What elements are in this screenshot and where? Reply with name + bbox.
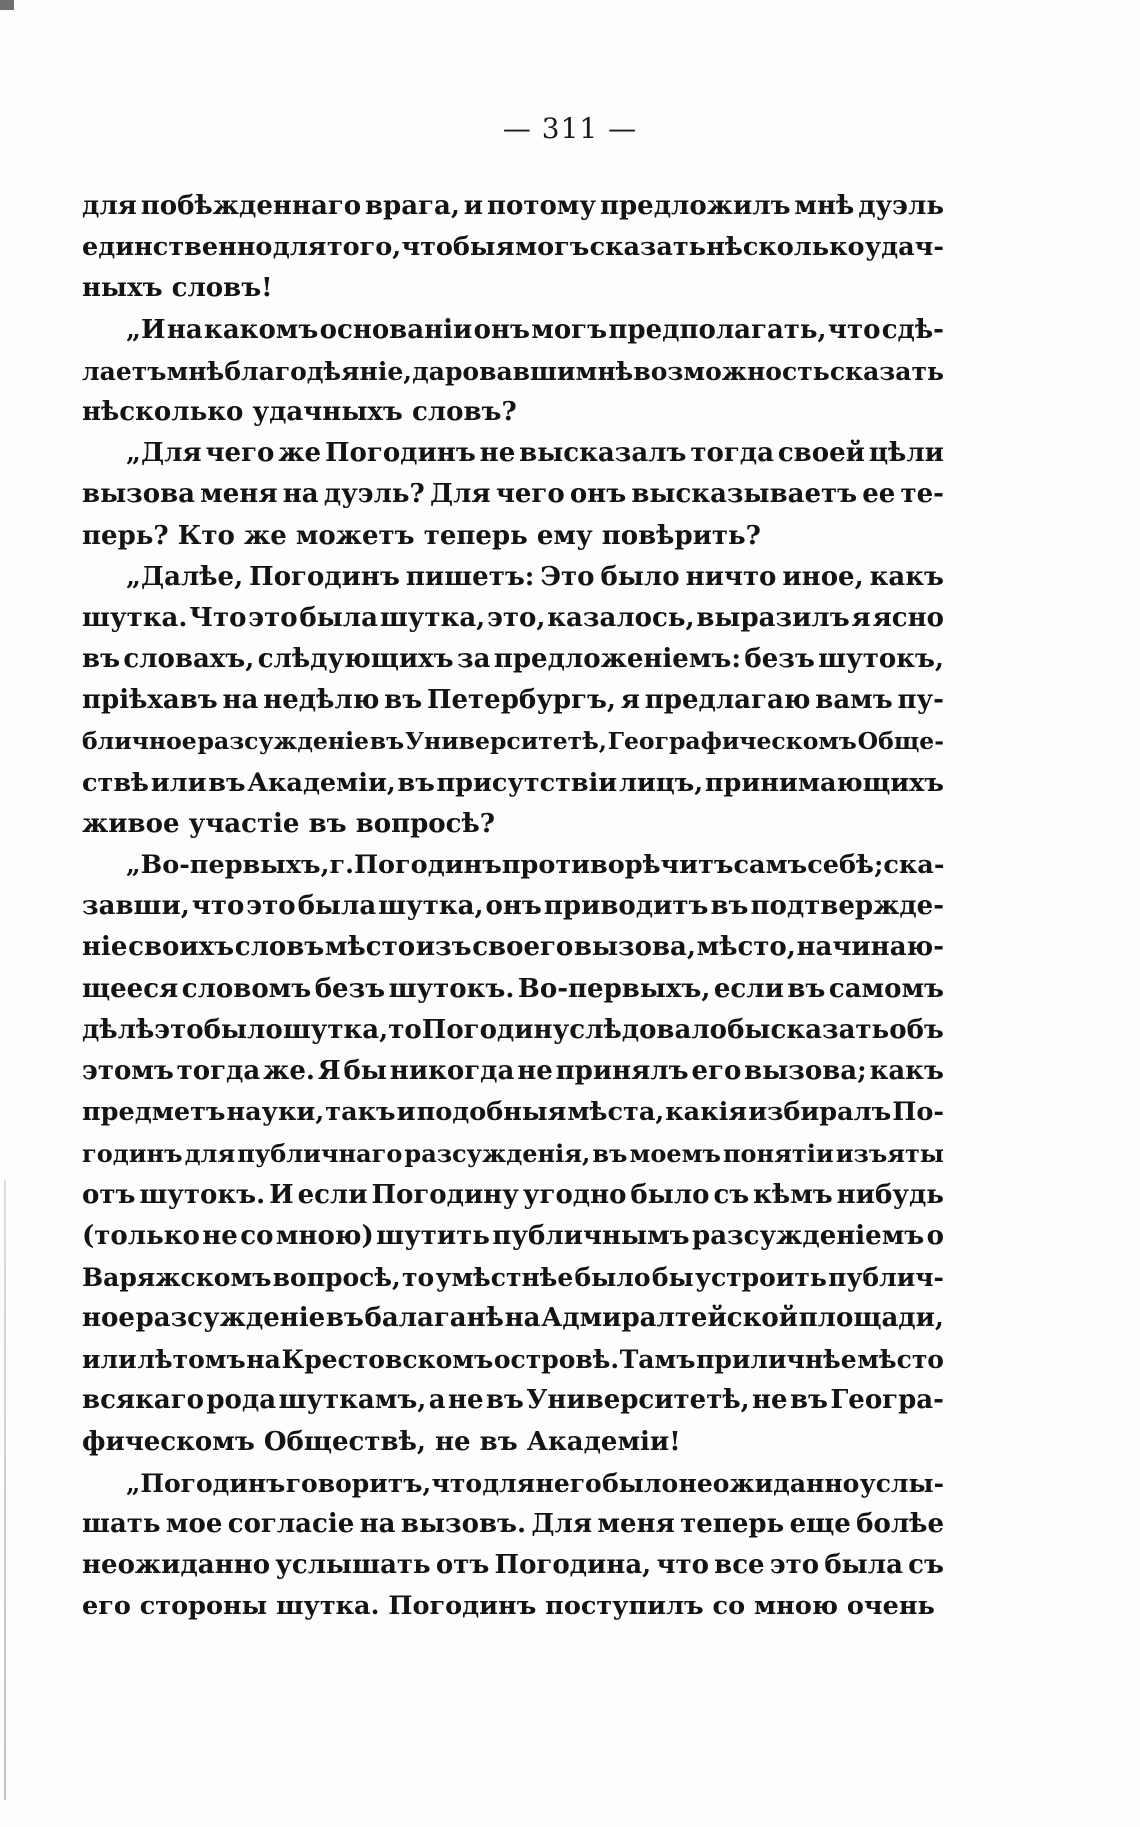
text-line: всякаго рода шуткамъ, а не въ Университетѣ, не въ Геогра-: [82, 1385, 944, 1416]
text-line: живое участiе въ вопросѣ?: [82, 808, 495, 839]
text-line: ныхъ словъ!: [82, 273, 273, 304]
body-text: [82, 186, 944, 1628]
text-line: дѣлѣ это было шутка, то Погодину слѣдовало бы сказать объ: [82, 1014, 944, 1045]
text-line: лаетъ мнѣ благодѣянiе, даровавши мнѣ возможность сказать: [82, 356, 944, 386]
text-line: для побѣжденнаго врага, и потому предложилъ мнѣ дуэль: [82, 191, 944, 221]
text-line: „Во-первыхъ, г. Погодинъ противорѣчитъ самъ себѣ; ска-: [126, 850, 944, 880]
text-line: ное разсужденiе въ балаганѣ на Адмиралтейской площади,: [82, 1303, 944, 1334]
text-line: фическомъ Обществѣ, не въ Академiи!: [82, 1426, 681, 1457]
text-line: шать мое согласiе на вызовъ. Для меня теперь еще болѣе: [82, 1509, 944, 1539]
text-line: вызова меня на дуэль? Для чего онъ высказываетъ ее те-: [82, 479, 944, 510]
text-line: предметъ науки, такъ и подобныя мѣста, какiя избиралъ По-: [82, 1097, 944, 1128]
text-line: этомъ тогда же. Я бы никогда не принялъ его вызова; какъ: [82, 1055, 944, 1086]
text-line: завши, что это была шутка, онъ приводитъ въ подтвержде-: [82, 891, 944, 922]
text-line: нiе своихъ словъ мѣсто изъ своего вызова, мѣсто, начинаю-: [82, 932, 944, 963]
text-line: (только не со мною) шутить публичнымъ разсужденiемъ о: [82, 1220, 944, 1251]
text-line: прiѣхавъ на недѣлю въ Петербургъ, я предлагаю вамъ пу-: [82, 685, 944, 716]
text-line: бличное разсужденiе въ Университетѣ, Географическомъ Обще-: [82, 727, 944, 756]
text-line: „И на какомъ основанiи онъ могъ предполагать, что сдѣ-: [126, 314, 944, 345]
text-line: годинъ для публичнаго разсужденiя, въ моемъ понятiи изъяты: [82, 1139, 944, 1169]
text-line: его стороны шутка. Погодинъ поступилъ со мною очень: [82, 1591, 935, 1622]
text-line: единственно для того, чтобы я могъ сказать нѣсколько удач-: [82, 232, 944, 263]
text-line: въ словахъ, слѣдующихъ за предложенiемъ: безъ шутокъ,: [82, 644, 944, 675]
text-line: неожиданно услышать отъ Погодина, что все это была съ: [82, 1550, 944, 1581]
scan-edge-artifact: [4, 1180, 6, 1800]
text-line: „Далѣе, Погодинъ пишетъ: Это было ничто иное, какъ: [126, 561, 944, 592]
text-line: ствѣ или въ Академiи, въ присутствiи лицъ, принимающихъ: [82, 767, 944, 798]
text-line: отъ шутокъ. И если Погодину угодно было съ кѣмъ нибудь: [82, 1179, 944, 1210]
page-number: — 311 —: [502, 112, 638, 145]
text-line: „Погодинъ говоритъ, что для него было неожиданно услы-: [126, 1468, 944, 1498]
text-line: или лѣтомъ на Крестовскомъ островѣ. Тамъ приличнѣе мѣсто: [82, 1345, 944, 1375]
text-line: шутка. Что это была шутка, это, казалось, выразилъ я ясно: [82, 602, 944, 633]
text-line: щееся словомъ безъ шутокъ. Во-первыхъ, если въ самомъ: [82, 973, 944, 1004]
scan-artifact: [0, 0, 14, 10]
text-line: Варяжскомъ вопросѣ, то умѣстнѣе было бы устроить публич-: [82, 1262, 944, 1292]
text-line: „Для чего же Погодинъ не высказалъ тогда своей цѣли: [126, 438, 944, 469]
text-line: нѣсколько удачныхъ словъ?: [82, 396, 517, 427]
text-line: перь? Кто же можетъ теперь ему повѣрить?: [82, 520, 761, 551]
